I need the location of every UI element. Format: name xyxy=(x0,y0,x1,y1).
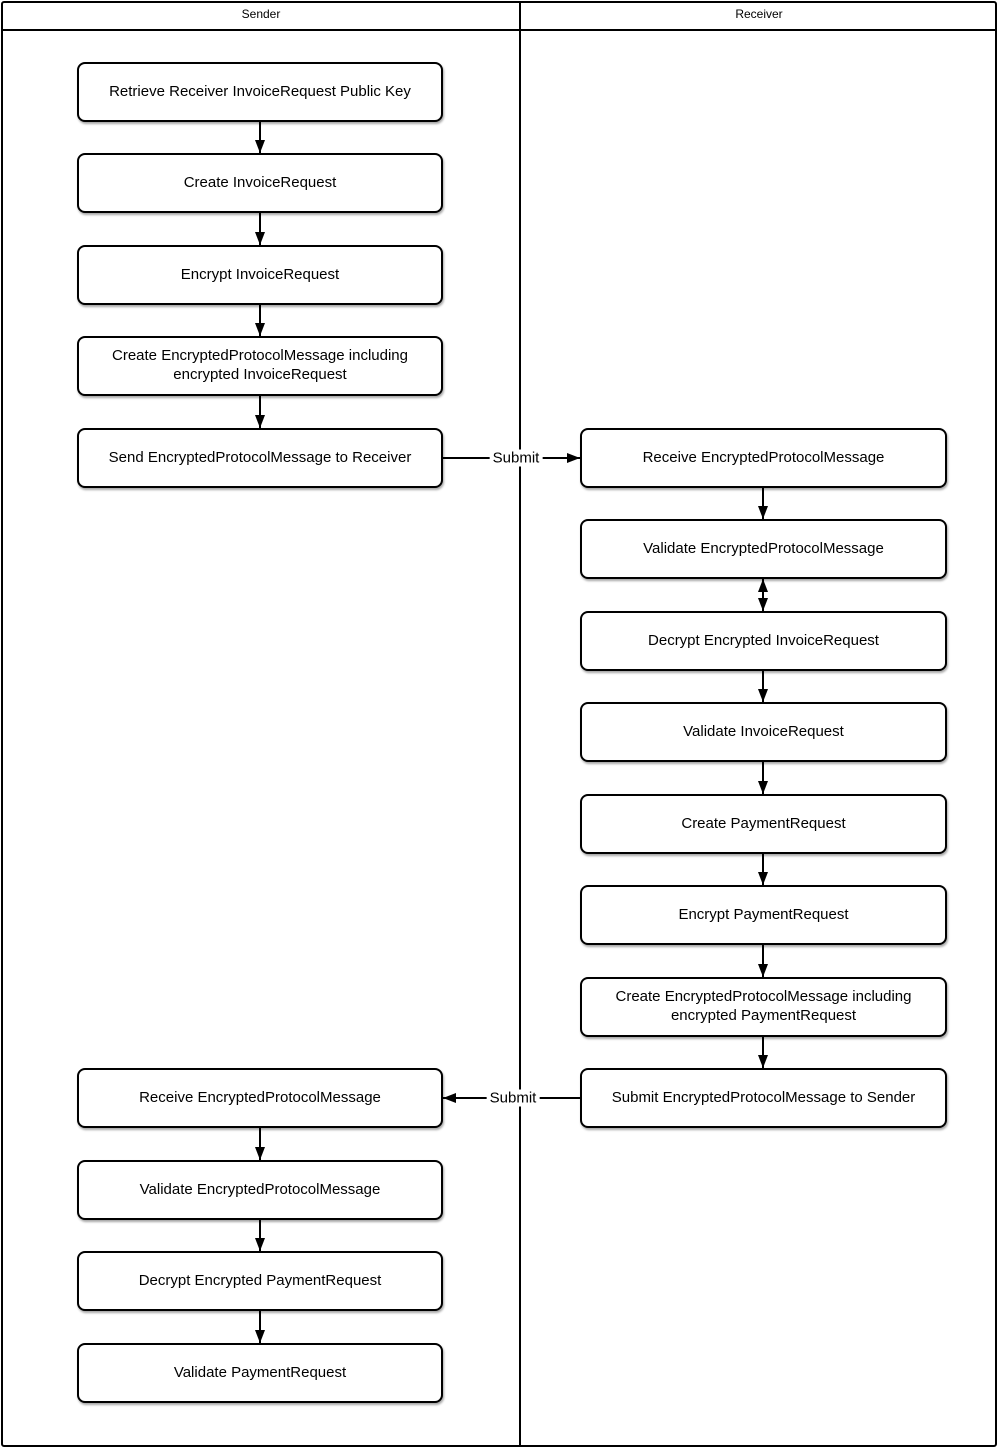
edge-label-submit-to-sender: Submit xyxy=(487,1090,540,1107)
node-decrypt-encrypted-paymentrequest: Decrypt Encrypted PaymentRequest xyxy=(77,1251,443,1311)
node-receiver-validate-encryptedprotocolmessage: Validate EncryptedProtocolMessage xyxy=(580,519,947,579)
node-create-paymentrequest: Create PaymentRequest xyxy=(580,794,947,854)
node-decrypt-encrypted-invoicerequest: Decrypt Encrypted InvoiceRequest xyxy=(580,611,947,671)
node-sender-receive-encryptedprotocolmessage: Receive EncryptedProtocolMessage xyxy=(77,1068,443,1128)
node-submit-encryptedprotocolmessage-to-sender: Submit EncryptedProtocolMessage to Sender xyxy=(580,1068,947,1128)
lane-divider xyxy=(519,1,521,1447)
lane-header-separator xyxy=(1,29,997,31)
node-validate-paymentrequest: Validate PaymentRequest xyxy=(77,1343,443,1403)
node-validate-invoicerequest: Validate InvoiceRequest xyxy=(580,702,947,762)
node-encrypt-invoicerequest: Encrypt InvoiceRequest xyxy=(77,245,443,305)
lane-title-sender: Sender xyxy=(241,7,281,21)
node-create-invoicerequest: Create InvoiceRequest xyxy=(77,153,443,213)
node-retrieve-receiver-invoicerequest-public-key: Retrieve Receiver InvoiceRequest Public Key xyxy=(77,62,443,122)
node-receiver-receive-encryptedprotocolmessage: Receive EncryptedProtocolMessage xyxy=(580,428,947,488)
node-sender-validate-encryptedprotocolmessage: Validate EncryptedProtocolMessage xyxy=(77,1160,443,1220)
edge-label-submit-to-receiver: Submit xyxy=(490,450,543,467)
node-send-encryptedprotocolmessage-to-receiver: Send EncryptedProtocolMessage to Receiver xyxy=(77,428,443,488)
node-encrypt-paymentrequest: Encrypt PaymentRequest xyxy=(580,885,947,945)
node-create-encryptedprotocolmessage-paymentrequest: Create EncryptedProtocolMessage including encrypted PaymentRequest xyxy=(580,977,947,1037)
node-create-encryptedprotocolmessage-invoicerequest: Create EncryptedProtocolMessage including encrypted InvoiceRequest xyxy=(77,336,443,396)
lane-title-receiver: Receiver xyxy=(735,7,783,21)
